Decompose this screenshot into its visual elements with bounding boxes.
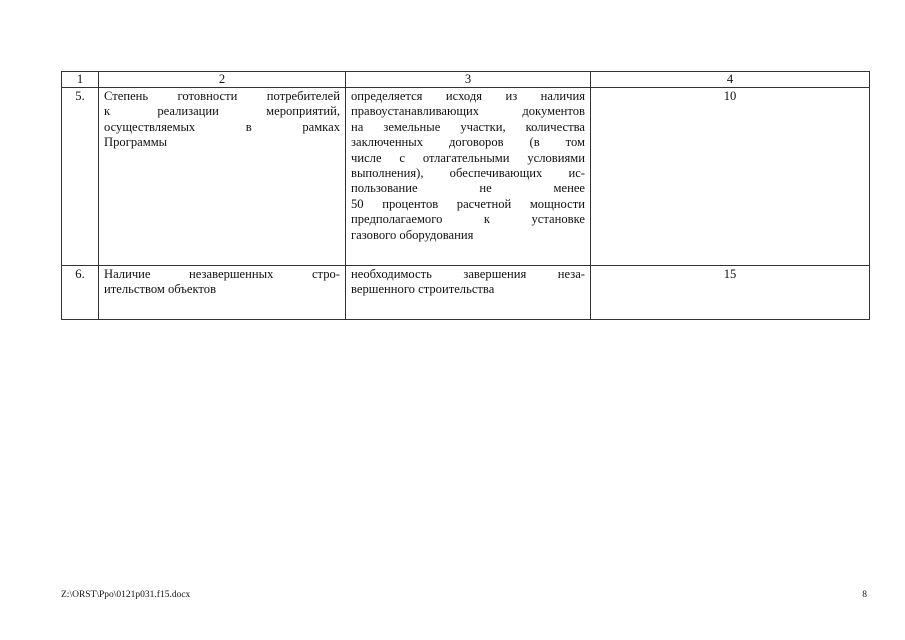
description-line: 50 процентов расчетной мощности	[351, 196, 585, 211]
description-line: числе с отлагательными условиями	[351, 150, 585, 165]
description-line: правоустанавливающих документов	[351, 104, 585, 119]
criterion-cell	[99, 88, 346, 266]
header-cell-2: 2	[99, 72, 346, 88]
header-cell-4: 4	[591, 72, 870, 88]
description-line: заключенных договоров (в том	[351, 135, 585, 150]
criterion-line: ительством объектов	[104, 282, 217, 297]
score-cell: 15	[591, 266, 870, 320]
footer-file-path: Z:\ORST\Ppo\0121p031.f15.docx	[61, 590, 191, 600]
description-line: вершенного строительства	[351, 282, 495, 297]
row-number: 6.	[62, 266, 99, 320]
criterion-line: Программы	[104, 135, 168, 150]
description-line: предполагаемого к установке	[351, 212, 585, 227]
description-line: выполнения), обеспечивающих ис-	[351, 166, 585, 181]
table-row	[62, 266, 870, 320]
criterion-line: осуществляемых в рамках	[104, 119, 340, 134]
description-line: пользование не менее	[351, 181, 585, 196]
row-number: 5.	[62, 88, 99, 266]
description-cell	[346, 88, 591, 266]
description-cell	[346, 266, 591, 320]
criterion-line: к реализации мероприятий,	[104, 104, 340, 119]
description-line: определяется исходя из наличия	[351, 89, 585, 103]
criterion-cell	[99, 266, 346, 320]
page-number: 8	[862, 590, 867, 600]
table-header-row	[62, 72, 870, 88]
criterion-line: Наличие незавершенных стро-	[104, 267, 340, 281]
description-line: газового оборудования	[351, 227, 474, 242]
criteria-table	[61, 71, 870, 320]
score-cell: 10	[591, 88, 870, 266]
header-cell-3: 3	[346, 72, 591, 88]
table-row	[62, 88, 870, 266]
header-cell-1: 1	[62, 72, 99, 88]
criterion-line: Степень готовности потребителей	[104, 89, 340, 103]
description-line: на земельные участки, количества	[351, 119, 585, 134]
description-line: необходимость завершения неза-	[351, 267, 585, 281]
